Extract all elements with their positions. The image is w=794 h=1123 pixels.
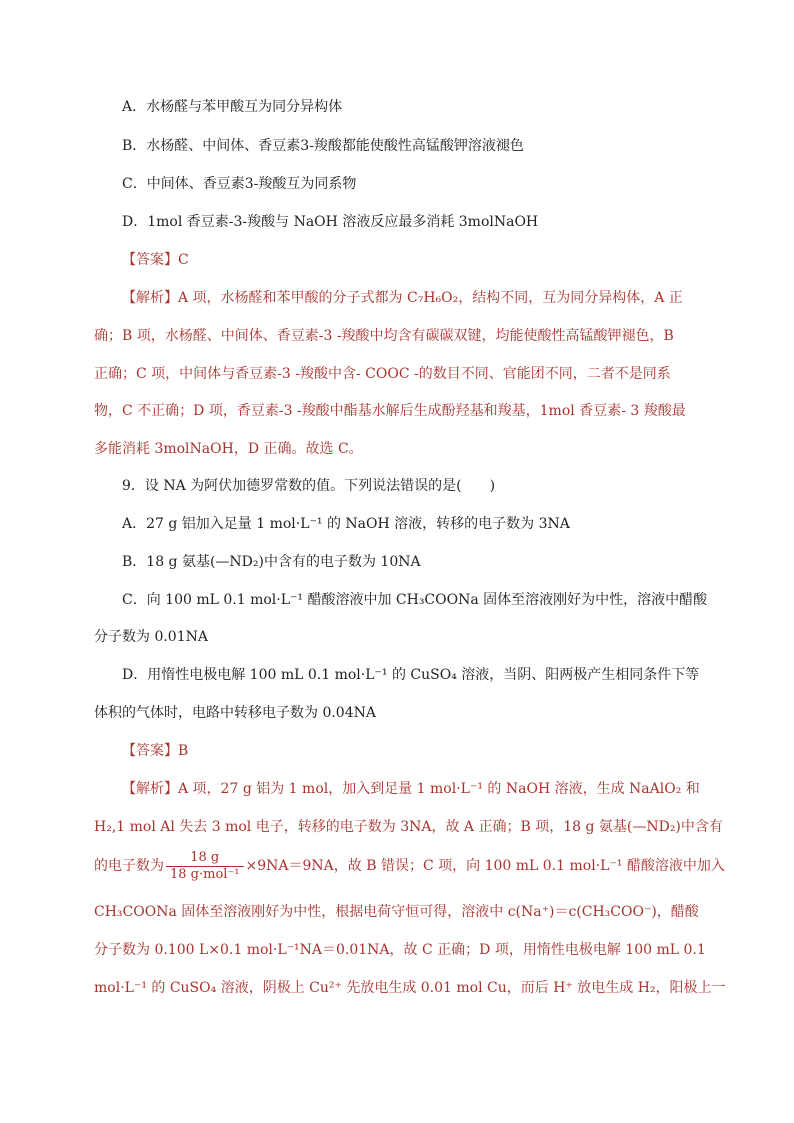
q9-option-c-line2: 分子数为 0.01NA [94, 629, 208, 645]
fraction-suffix: ×9NA＝9NA [245, 858, 334, 874]
analysis-line: 确；B 项，水杨醛、中间体、香豆素-3 -羧酸中均含有碳碳双键，均能使酸性高锰酸钾褪色，B [94, 328, 674, 344]
analysis-line: 正确；C 项，中间体与香豆素-3 -羧酸中含- COOC -的数目不同、官能团不同，二者不是同系 [94, 366, 671, 382]
analysis-line: 多能消耗 3molNaOH，D 正确。故选 C。 [94, 441, 363, 457]
q9-answer: 【答案】B [122, 743, 189, 759]
analysis-text: ，故 B 错误；C 项，向 100 mL 0.1 mol·L⁻¹ 醋酸溶液中加入 [333, 858, 725, 874]
analysis-fraction-line [94, 848, 725, 884]
q8-option-a: A．水杨醛与苯甲酸互为同分异构体 [122, 99, 343, 115]
fraction [166, 850, 244, 883]
analysis-line: CH₃COONa 固体至溶液刚好为中性，根据电荷守恒可得，溶液中 c(Na⁺)＝c(CH₃COO⁻)，醋酸 [94, 904, 699, 920]
q9-option-d-line1: D．用惰性电极电解 100 mL 0.1 mol·L⁻¹ 的 CuSO₄ 溶液，当阴、阳两极产生相同条件下等 [122, 667, 700, 683]
q8-option-d: D．1mol 香豆素-3-羧酸与 NaOH 溶液反应最多消耗 3molNaOH [122, 214, 539, 230]
fraction-denominator: 18 g·mol⁻¹ [170, 866, 240, 882]
analysis-line: 物，C 不正确；D 项，香豆素-3 -羧酸中酯基水解后生成酚羟基和羧基，1mol 香豆素- 3 羧酸最 [94, 403, 686, 419]
analysis-line: 【解析】A 项，水杨醛和苯甲酸的分子式都为 C₇H₆O₂，结构不同，互为同分异构体，A 正 [122, 290, 683, 306]
q8-option-c: C．中间体、香豆素3-羧酸互为同系物 [122, 176, 357, 192]
q9-option-d-line2: 体积的气体时，电路中转移电子数为 0.04NA [94, 705, 376, 721]
q8-answer: 【答案】C [122, 252, 189, 268]
analysis-line: mol·L⁻¹ 的 CuSO₄ 溶液，阴极上 Cu²⁺ 先放电生成 0.01 mol Cu，而后 H⁺ 放电生成 H₂，阳极上一 [94, 980, 726, 996]
q9-option-a: A．27 g 铝加入足量 1 mol·L⁻¹ 的 NaOH 溶液，转移的电子数为 3NA [122, 516, 570, 532]
analysis-line: H₂,1 mol Al 失去 3 mol 电子，转移的电子数为 3NA，故 A 正确；B 项，18 g 氨基(—ND₂)中含有 [94, 819, 723, 835]
fraction-numerator: 18 g [166, 850, 244, 867]
q8-option-b: B．水杨醛、中间体、香豆素3-羧酸都能使酸性高锰酸钾溶液褪色 [122, 138, 524, 154]
fraction-prefix: 的电子数为 [94, 858, 164, 874]
analysis-line: 分子数为 0.100 L×0.1 mol·L⁻¹NA＝0.01NA，故 C 正确；D 项，用惰性电极电解 100 mL 0.1 [94, 942, 706, 958]
q9-option-b: B．18 g 氨基(—ND₂)中含有的电子数为 10NA [122, 554, 421, 570]
q9-stem: 9．设 NA 为阿伏加德罗常数的值。下列说法错误的是( ) [122, 478, 496, 494]
analysis-line: 【解析】A 项，27 g 铝为 1 mol，加入到足量 1 mol·L⁻¹ 的 NaOH 溶液，生成 NaAlO₂ 和 [122, 781, 700, 797]
q9-option-c-line1: C．向 100 mL 0.1 mol·L⁻¹ 醋酸溶液中加 CH₃COONa 固体至溶液刚好为中性，溶液中醋酸 [122, 592, 708, 608]
